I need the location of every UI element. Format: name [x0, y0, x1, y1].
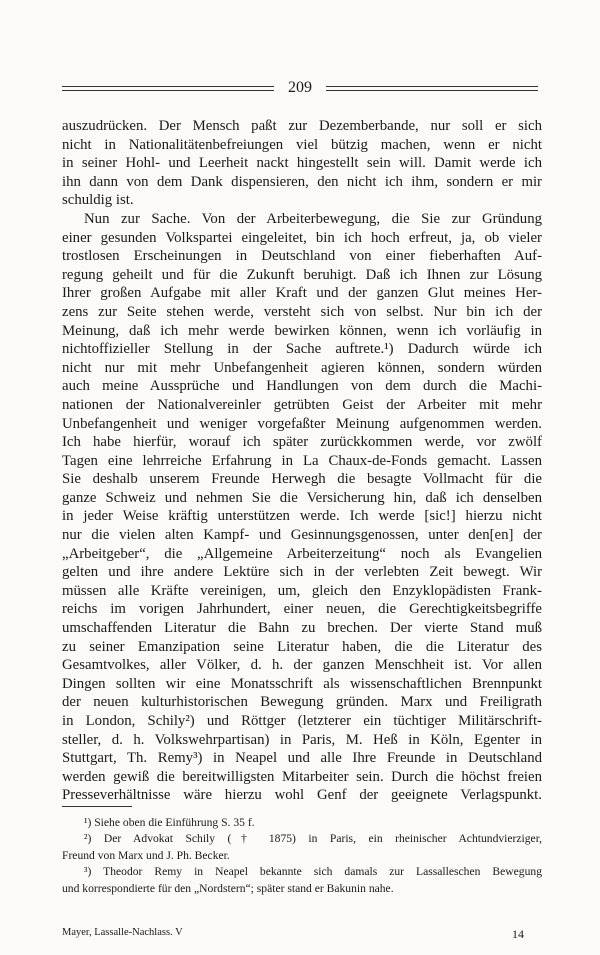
page-header: [62, 78, 538, 98]
page-number: 209: [288, 79, 312, 96]
text-line: Nun zur Sache. Von der Arbeiterbewegung, die Sie zur Gründung: [84, 210, 542, 227]
page-footer: [62, 927, 542, 942]
text-line: umschaffenden Literatur die Bahn zu brechen. Der vierte Stand muß: [62, 620, 542, 637]
text-line: Gesamtvolkes, aller Völker, d. h. der ganzen Menschheit ist. Vor allen: [62, 657, 542, 674]
signature-mark: 14: [512, 927, 524, 941]
text-line: gelten und ihre andere Lektüre sich in der verlebten Zeit bewegt. Wir: [62, 564, 542, 581]
text-line: Presseverhältnisse wäre hierzu wohl Genf der geeignete Verlagspunkt.: [62, 787, 542, 804]
text-line: nationen der Nationalvereinler getrübten Geist der Arbeiter mit mehr: [62, 396, 542, 413]
text-line: auch meine Aussprüche und Handlungen von dem durch die Machi-: [62, 378, 542, 395]
text-line: steller, d. h. Volkswehrpartisan) in Paris, M. Heß in Köln, Egenter in: [62, 731, 542, 748]
text-line: schuldig ist.: [62, 192, 134, 209]
text-line: auszudrücken. Der Mensch paßt zur Dezemberbande, nur soll er sich: [62, 118, 542, 134]
text-line: nicht in Nationalitätenbefreiungen viel bützig machen, wenn er nicht: [62, 136, 542, 153]
text-line: einer gesunden Volkspartei eingeleitet, bin ich hoch erfreut, ja, ob vieler: [62, 229, 542, 246]
text-line: Ihrer großen Aufgabe mit aller Kraft und der ganzen Glut meines Her-: [62, 285, 542, 302]
text-line: Unbefangenheit und weniger vorgefaßter Meinung aufgenommen werden.: [62, 415, 542, 432]
footnote-line: Freund von Marx und J. Ph. Becker.: [62, 848, 230, 862]
text-line: zens zur Seite stehen werde, versteht sich von selbst. Nur bin ich der: [62, 303, 542, 320]
text-line: Tagen eine lehrreiche Erfahrung in La Chaux-de-Fonds gemacht. Lassen: [62, 452, 542, 469]
footnote-line: ³) Theodor Remy in Neapel bekannte sich damals zur Lassalleschen Bewegung: [84, 865, 542, 879]
text-line: werden gewiß die bereitwilligsten Mitarbeiter sein. Durch die höchst freien: [62, 768, 542, 785]
text-line: ihn dann von dem Dank dispensieren, den nicht ich ihm, sondern er mir: [62, 173, 542, 190]
text-line: regung geheilt und für die Zukunft beruhigt. Daß ich Ihnen zur Lösung: [62, 266, 542, 283]
text-line: Ich habe hierfür, worauf ich später zurückkommen werde, vor zwölf: [62, 434, 542, 451]
text-line: nur die vielen alten Kampf- und Gesinnungsgenossen, unter den[en] der: [62, 527, 542, 544]
text-line: reichs im vorigen Jahrhundert, einer neuen, die Gerechtigkeitsbegriffe: [62, 601, 542, 618]
text-line: nicht nur mit mehr Unbefangenheit agieren können, sondern würden: [62, 359, 542, 376]
footnote-line: und korrespondierte für den „Nordstern“; später stand er Bakunin nahe.: [62, 881, 394, 895]
text-line: Stuttgart, Th. Remy³) in Neapel und alle Ihre Freunde in Deutschland: [62, 750, 542, 767]
text-line: ganze Schweiz und nehmen Sie die Versicherung hin, daß ich denselben: [62, 489, 542, 506]
footnote-separator: [62, 806, 132, 807]
text-line: „Arbeitgeber“, die „Allgemeine Arbeiterzeitung“ noch als Evangelien: [62, 545, 542, 562]
footnote-line: ¹) Siehe oben die Einführung S. 35 f.: [84, 816, 255, 829]
text-line: trostlosen Erscheinungen in Deutschland von einer fieberhaften Auf-: [62, 248, 542, 265]
footnotes: [62, 815, 542, 897]
text-line: Dingen sollten wir eine Monatsschrift als wissenschaftlichen Brennpunkt: [62, 675, 542, 692]
footer-source: Mayer, Lassalle-Nachlass. V: [62, 927, 183, 938]
header-rule-right: [326, 86, 538, 91]
text-line: der neuen kulturhistorischen Bewegung gründen. Marx und Freiligrath: [62, 694, 542, 711]
header-rule-left: [62, 86, 274, 91]
text-line: zu seiner Emanzipation seine Literatur haben, die die Literatur des: [62, 638, 542, 655]
text-line: in seiner Hohl- und Leerheit nackt hingestellt sein will. Damit werde ich: [62, 155, 542, 172]
footnote-line: ²) Der Advokat Schily († 1875) in Paris, ein rheinischer Achtundvierziger,: [84, 832, 542, 846]
body-text: [62, 117, 542, 805]
text-line: Meinung, daß ich mehr werde bewirken können, wenn ich vorläufig in: [62, 322, 542, 339]
text-line: in jeder Weise kräftig unterstützen werde. Ich werde [sic!] hierzu nicht: [62, 508, 542, 525]
text-line: Sie deshalb unserem Freunde Herwegh die besagte Vollmacht für die: [62, 471, 542, 488]
text-line: in London, Schily²) und Röttger (letzterer ein tüchtiger Militärschrift-: [62, 713, 542, 729]
text-line: müssen alle Kräfte vereinigen, um, gleich den Enzyklopädisten Frank-: [62, 582, 542, 599]
text-line: nichtoffizieller Stellung in der Sache auftrete.¹) Dadurch würde ich: [62, 341, 542, 358]
